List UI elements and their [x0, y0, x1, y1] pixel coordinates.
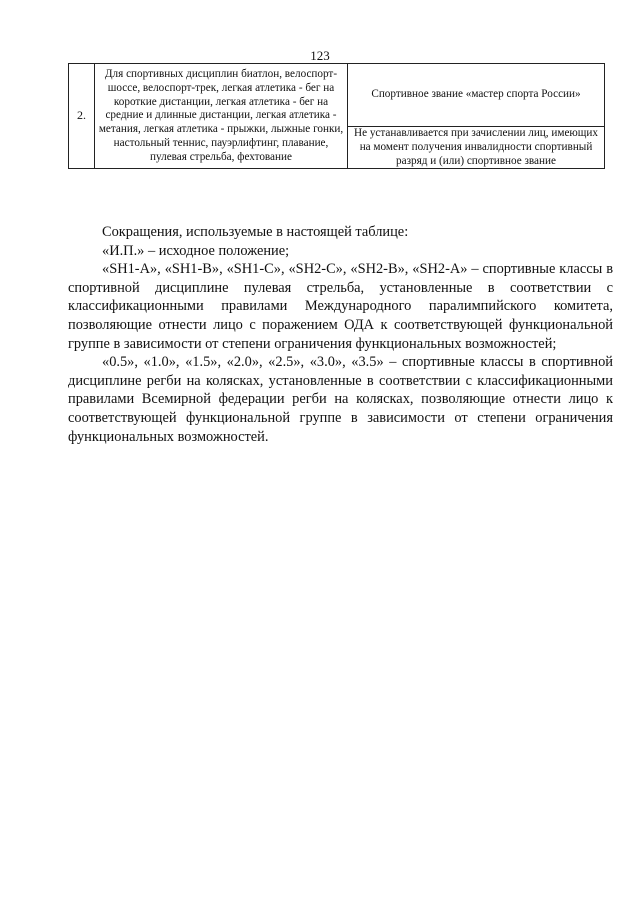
note-cell: Не устанавливается при зачислении лиц, имеющих на момент получения инвалидности спортивный разряд и (или) спортивное звание [348, 127, 605, 169]
sport-disciplines-cell: Для спортивных дисциплин биатлон, велоспорт-шоссе, велоспорт-трек, легкая атлетика - бег на короткие дистанции, легкая атлетика - бег на средние и длинные дистанции, легкая атлетика - метания, легкая атлетика - прыжки, лыжные гонки, настольный теннис, пауэрлифтинг, плавание, пулевая стрельба, фехтование [95, 64, 348, 169]
abbreviations-intro: Сокращения, используемые в настоящей таблице: [102, 224, 409, 240]
requirements-table [68, 63, 605, 169]
abbreviation-item: «0.5», «1.0», «1.5», «2.0», «2.5», «3.0», «3.5» – спортивные классы в спортивной дисциплине регби на колясках, установленные в соответствии с классификационными правилами Всемирной федерации регби на колясках, позволяющие отнести лицо к соответствующей функциональной группе в зависимости от степени ограничения функциональных возможностей. [68, 354, 613, 445]
sport-title-cell: Спортивное звание «мастер спорта России» [348, 64, 605, 127]
row-number: 2. [69, 64, 95, 169]
abbreviations-section [68, 223, 613, 446]
abbreviation-item: «И.П.» – исходное положение; [102, 242, 290, 259]
table-row [69, 64, 605, 127]
abbreviation-item: «SH1-А», «SH1-В», «SH1-С», «SH2-С», «SH2-В», «SH2-А» – спортивные классы в спортивной дисциплине пулевая стрельба, установленные в соответствии с классификационными правилами Международного паралимпийского комитета, позволяющие отнести лицо с поражением ОДА к соответствующей функциональной группе в зависимости от степени ограничения функциональных возможностей; [68, 261, 613, 352]
page-number: 123 [310, 48, 330, 63]
